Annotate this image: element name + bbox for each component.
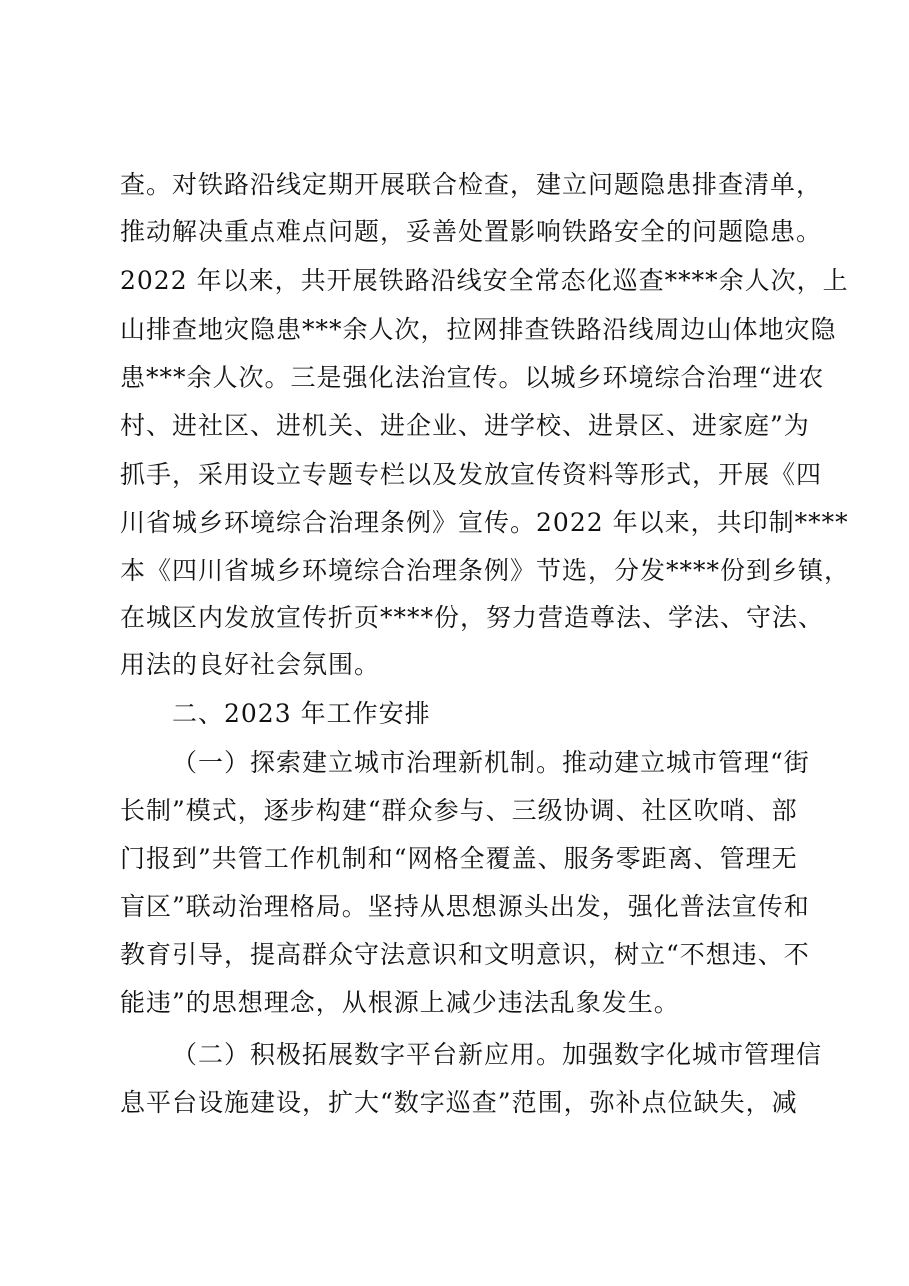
paragraph-1-line-2: 长制”模式，逐步构建“群众参与、三级协调、社区吹哨、部	[120, 796, 798, 825]
paragraph-2-line-2: 息平台设施建设，扩大“数字巡查”范围，弥补点位缺失，减	[120, 1088, 798, 1117]
text-line-7: 抓手，采用设立专题专栏以及发放宣传资料等形式，开展《四	[120, 460, 823, 489]
text-line-6: 村、进社区、进机关、进企业、进学校、进景区、进家庭”为	[120, 411, 810, 440]
text-line-1: 查。对铁路沿线定期开展联合检查，建立问题隐患排查清单，	[120, 170, 823, 199]
text-line-3: 2022 年以来，共开展铁路沿线安全常态化巡查****余人次，上	[120, 266, 849, 295]
paragraph-1-line-4: 盲区”联动治理格局。坚持从思想源头出发，强化普法宣传和	[120, 892, 810, 921]
section-heading: 二、2023 年工作安排	[172, 699, 431, 728]
paragraph-1-line-5: 教育引导，提高群众守法意识和文明意识，树立“不想违、不	[120, 940, 810, 969]
text-line-2: 推动解决重点难点问题，妥善处置影响铁路安全的问题隐患。	[120, 217, 823, 246]
text-line-11: 用法的良好社会氛围。	[120, 650, 381, 679]
paragraph-1-line-3: 门报到”共管工作机制和“网格全覆盖、服务零距离、管理无	[120, 844, 798, 873]
text-line-8: 川省城乡环境综合治理条例》宣传。2022 年以来，共印制****	[120, 508, 849, 537]
text-line-5: 患***余人次。三是强化法治宣传。以城乡环境综合治理“进农	[120, 363, 825, 392]
text-line-4: 山排查地灾隐患***余人次，拉网排查铁路沿线周边山体地灾隐	[120, 315, 837, 344]
text-line-9: 本《四川省城乡环境综合治理条例》节选，分发****份到乡镇，	[120, 556, 851, 585]
paragraph-1-line-1: （一）探索建立城市治理新机制。推动建立城市管理“街	[172, 748, 810, 777]
paragraph-1-line-6: 能违”的思想理念，从根源上减少违法乱象发生。	[120, 988, 680, 1017]
text-line-10: 在城区内发放宣传折页****份，努力营造尊法、学法、守法、	[120, 603, 825, 632]
paragraph-2-line-1: （二）积极拓展数字平台新应用。加强数字化城市管理信	[172, 1040, 823, 1069]
